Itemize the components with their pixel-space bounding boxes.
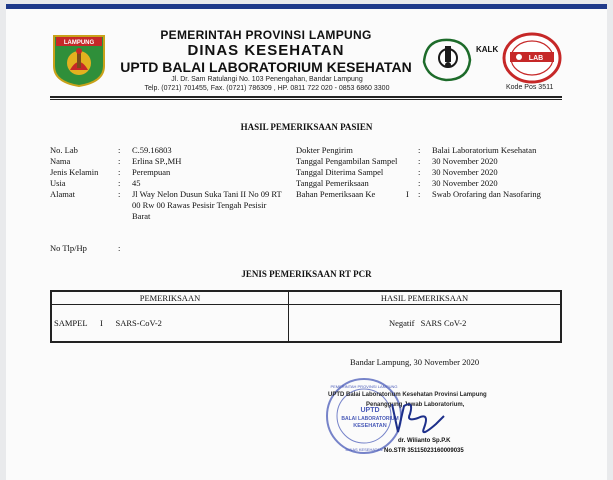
label-tgl-periksa: Tanggal Pemeriksaan (296, 178, 369, 188)
colon: : (418, 167, 421, 177)
signature-role: Penanggung Jawab Laboratorium, (366, 402, 465, 408)
label-no-tlp: No Tlp/Hp (50, 243, 87, 253)
label-nama: Nama (50, 156, 71, 166)
label-tgl-ambil: Tanggal Pengambilan Sampel (296, 156, 398, 166)
institution-name: UPTD BALAI LABORATORIUM KESEHATAN (120, 59, 412, 75)
header-hasil: HASIL PEMERIKSAAN (289, 291, 562, 305)
document-page (6, 4, 607, 480)
value-tgl-periksa: 30 November 2020 (432, 178, 498, 188)
cell-pemeriksaan (51, 305, 289, 343)
colon: : (418, 178, 421, 188)
value-dokter: Balai Laboratorium Kesehatan (432, 145, 537, 155)
letterhead-titles (106, 28, 426, 75)
sample-index: I (99, 318, 103, 328)
results-table (50, 290, 562, 343)
document-title: HASIL PEMERIKSAAN PASIEN (240, 122, 373, 132)
signatory-nip: No.STR 35115023160009035 (384, 448, 464, 454)
label-usia: Usia (50, 178, 66, 188)
department-name: DINAS KESEHATAN (187, 42, 345, 59)
svg-text:KALK: KALK (476, 45, 499, 54)
top-edge-bar (6, 4, 607, 9)
value-no-lab: C.59.16803 (132, 145, 172, 155)
colon: : (118, 145, 121, 155)
label-dokter: Dokter Pengirim (296, 145, 353, 155)
value-bahan-count: I (406, 189, 409, 199)
svg-text:LAB: LAB (528, 55, 544, 62)
colon: : (118, 189, 121, 199)
label-tgl-terima: Tanggal Diterima Sampel (296, 167, 384, 177)
svg-text:UPTD: UPTD (360, 407, 380, 414)
result-name: SARS CoV-2 (420, 318, 467, 328)
section-title: JENIS PEMERIKSAAN RT PCR (241, 269, 372, 279)
lab-logo (502, 30, 562, 88)
colon: : (118, 156, 121, 166)
label-bahan: Bahan Pemeriksaan Ke (296, 189, 376, 199)
government-name: PEMERINTAH PROVINSI LAMPUNG (160, 28, 372, 42)
signature-org: UPTD Balai Laboratorium Kesehatan Provinsi Lampung (328, 392, 487, 398)
colon: : (418, 156, 421, 166)
label-alamat: Alamat (50, 189, 76, 199)
value-jenis-kelamin: Perempuan (132, 167, 171, 177)
value-usia: 45 (132, 178, 141, 188)
header-pemeriksaan: PEMERIKSAAN (51, 291, 289, 305)
label-no-lab: No. Lab (50, 145, 78, 155)
table-row (51, 305, 561, 343)
svg-text:DINAS KESEHATAN: DINAS KESEHATAN (345, 447, 383, 452)
colon: : (118, 243, 121, 253)
colon: : (118, 167, 121, 177)
address-line: Jl. Dr. Sam Ratulangi No. 103 Penengahan, Bandar Lampung (171, 76, 363, 83)
sample-label: SAMPEL (54, 318, 88, 328)
signatory-name: dr. Wilianto Sp.P.K (398, 438, 451, 444)
postal-code: Kode Pos 3511 (506, 84, 554, 91)
letterhead-address (108, 75, 426, 93)
value-alamat: Jl Way Nelon Dusun Suka Tani II No 09 RT 00 Rw 00 Rawas Pesisir Tengah Pesisir Barat (132, 189, 282, 221)
colon: : (118, 178, 121, 188)
svg-text:BALAI LABORATORIUM: BALAI LABORATORIUM (341, 416, 399, 422)
phone-line: Telp. (0721) 701455, Fax. (0721) 786309 , HP. 0811 722 020 - 0853 6860 3300 (144, 85, 390, 92)
letterhead-rule-thick (50, 96, 562, 98)
lampung-crest-logo (50, 30, 108, 88)
value-tgl-terima: 30 November 2020 (432, 167, 498, 177)
colon: : (418, 145, 421, 155)
value-bahan: Swab Orofaring dan Nasofaring (432, 189, 541, 199)
letterhead-rule-thin (50, 99, 562, 100)
svg-text:LAMPUNG: LAMPUNG (63, 40, 95, 46)
cell-hasil (289, 305, 562, 343)
value-tgl-ambil: 30 November 2020 (432, 156, 498, 166)
colon: : (418, 189, 421, 199)
label-jenis-kelamin: Jenis Kelamin (50, 167, 99, 177)
svg-text:KESEHATAN: KESEHATAN (353, 423, 387, 429)
test-name: SARS-CoV-2 (115, 318, 162, 328)
kalk-logo (418, 32, 500, 86)
svg-text:PEMERINTAH PROVINSI LAMPUNG: PEMERINTAH PROVINSI LAMPUNG (330, 384, 398, 389)
place-date: Bandar Lampung, 30 November 2020 (350, 357, 480, 367)
value-nama: Erlina SP.,MH (132, 156, 182, 166)
result-value: Negatif (389, 318, 415, 328)
